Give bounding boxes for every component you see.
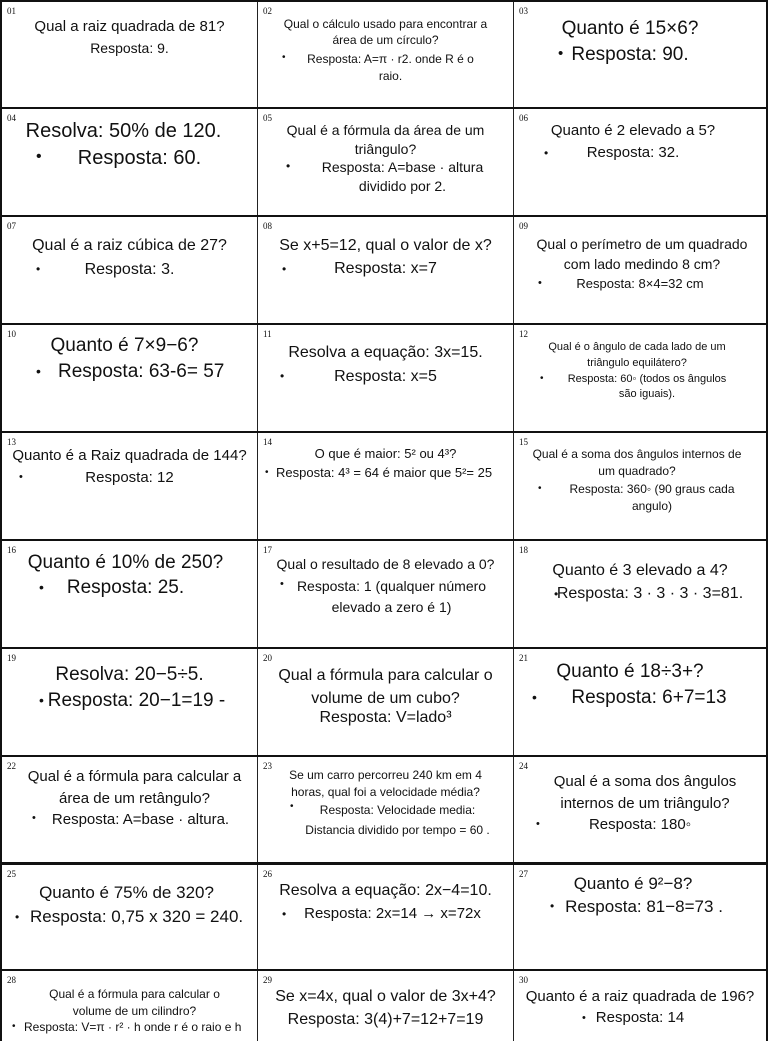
card-row xyxy=(0,862,768,972)
card-row xyxy=(0,969,768,1041)
card-question: Se x+5=12, qual o valor de x? xyxy=(279,237,492,254)
card-question: Qual é a raiz cúbica de 27? xyxy=(32,237,227,254)
card-number: 22 xyxy=(7,761,16,771)
card-question: Quanto é 75% de 320? xyxy=(39,883,214,902)
card-answer: Resposta: V=π · r² · h onde r é o raio e h xyxy=(24,1020,242,1034)
card-question: Qual é a soma dos ângulos internos de um triângulo? xyxy=(553,773,737,812)
card-answer: Resposta: 0,75 x 320 = 240. xyxy=(30,907,244,926)
card-question: Quanto é 10% de 250? xyxy=(27,552,224,573)
bullet-icon xyxy=(265,467,269,478)
card-answer: Resposta: 3. xyxy=(84,261,175,278)
card-number: 26 xyxy=(263,869,272,879)
card-10 xyxy=(0,325,257,433)
card-question: Quanto é 3 elevado a 4? xyxy=(552,562,728,579)
card-16 xyxy=(0,541,257,649)
card-question: Qual é a fórmula para calcular a área de um retângulo? xyxy=(27,768,242,807)
card-number: 20 xyxy=(263,653,272,663)
card-answer: Resposta: A=π · r2. onde R é o raio. xyxy=(307,52,474,83)
card-question: Qual o cálculo usado para encontrar a área de um círculo? xyxy=(283,17,488,47)
card-answer: Resposta: A=base · altura. xyxy=(51,811,230,828)
card-answer: Resposta: 63-6= 57 xyxy=(58,361,225,382)
card-23 xyxy=(257,757,513,864)
card-answer: Resposta: A=base · altura dividido por 2. xyxy=(321,159,484,194)
card-25 xyxy=(0,865,257,972)
card-answer: Resposta: V=lado³ xyxy=(319,709,452,726)
card-answer: Resposta: 3 · 3 · 3 · 3=81. xyxy=(556,585,744,602)
card-answer: Resposta: 8×4=32 cm xyxy=(576,276,704,291)
card-09 xyxy=(513,217,768,325)
bullet-icon xyxy=(286,159,290,173)
card-answer: Resposta: 6+7=13 xyxy=(571,687,727,708)
card-number: 14 xyxy=(263,437,272,447)
card-18 xyxy=(513,541,768,649)
card-11 xyxy=(257,325,513,433)
card-number: 09 xyxy=(519,221,528,231)
card-question: Se x=4x, qual o valor de 3x+4? xyxy=(275,988,496,1005)
card-22 xyxy=(0,757,257,864)
card-01 xyxy=(0,2,257,109)
card-answer: Resposta: x=5 xyxy=(334,368,437,385)
card-row xyxy=(0,215,768,325)
card-number: 13 xyxy=(7,437,16,447)
card-number: 29 xyxy=(263,975,272,985)
card-number: 11 xyxy=(263,329,272,339)
card-number: 05 xyxy=(263,113,272,123)
card-12 xyxy=(513,325,768,433)
card-answer: Resposta: 14 xyxy=(595,1009,685,1026)
card-number: 18 xyxy=(519,545,528,555)
card-answer: Resposta: 25. xyxy=(66,577,185,598)
card-question: Resolva a equação: 2x−4=10. xyxy=(279,882,492,899)
card-row xyxy=(0,539,768,649)
card-13 xyxy=(0,433,257,541)
card-29 xyxy=(257,971,513,1041)
card-number: 27 xyxy=(519,869,528,879)
card-question: Quanto é a raiz quadrada de 196? xyxy=(525,988,755,1005)
card-number: 30 xyxy=(519,975,528,985)
bullet-icon xyxy=(12,1021,16,1032)
card-04 xyxy=(0,109,257,217)
card-number: 24 xyxy=(519,761,528,771)
card-question: Resolva: 50% de 120. xyxy=(25,120,222,142)
card-question: Resolva: 20−5÷5. xyxy=(55,664,204,685)
bullet-icon xyxy=(290,801,294,812)
card-question: O que é maior: 5² ou 4³? xyxy=(314,446,457,461)
card-number: 28 xyxy=(7,975,16,985)
card-question: Qual é a soma dos ângulos internos de um quadrado? xyxy=(532,447,742,478)
card-answer: Resposta: 60◦ (todos os ângulos são iguais). xyxy=(567,373,727,400)
card-question: Quanto é a Raiz quadrada de 144? xyxy=(12,447,247,464)
card-15 xyxy=(513,433,768,541)
card-row xyxy=(0,431,768,541)
card-question: Qual a raiz quadrada de 81? xyxy=(34,18,225,35)
card-answer: Resposta: 3(4)+7=12+7=19 xyxy=(287,1011,484,1028)
card-question: Qual o resultado de 8 elevado a 0? xyxy=(276,556,495,572)
card-answer: Resposta: 81−8=73 . xyxy=(565,897,723,916)
card-number: 17 xyxy=(263,545,272,555)
bullet-icon xyxy=(280,578,284,590)
card-row xyxy=(0,755,768,864)
card-14 xyxy=(257,433,513,541)
card-08 xyxy=(257,217,513,325)
card-05 xyxy=(257,109,513,217)
bullet-icon xyxy=(538,483,542,494)
card-number: 10 xyxy=(7,329,16,339)
card-question: Quanto é 15×6? xyxy=(561,18,699,39)
card-number: 16 xyxy=(7,545,16,555)
card-question: Resolva a equação: 3x=15. xyxy=(288,344,483,361)
card-answer: Resposta: 12 xyxy=(85,469,174,486)
card-30 xyxy=(513,971,768,1041)
card-row xyxy=(0,647,768,757)
card-answer: Resposta: 9. xyxy=(90,40,169,56)
card-question: Qual o perímetro de um quadrado com lado medindo 8 cm? xyxy=(536,236,748,272)
card-question: Quanto é 18÷3+? xyxy=(556,661,704,682)
card-question: Qual é a fórmula da área de um triângulo? xyxy=(286,122,485,157)
card-number: 15 xyxy=(519,437,528,447)
card-07 xyxy=(0,217,257,325)
card-number: 02 xyxy=(263,6,272,16)
bullet-icon xyxy=(540,373,544,384)
card-28 xyxy=(0,971,257,1041)
card-number: 19 xyxy=(7,653,16,663)
card-number: 03 xyxy=(519,6,528,16)
card-answer: Resposta: x=7 xyxy=(334,260,437,277)
bullet-icon xyxy=(15,910,19,924)
card-06 xyxy=(513,109,768,217)
card-number: 04 xyxy=(7,113,16,123)
card-number: 07 xyxy=(7,221,16,231)
card-question: Qual é o ângulo de cada lado de um triângulo equilátero? xyxy=(548,341,726,369)
card-question: Qual é a fórmula para calcular o volume de um cilindro? xyxy=(49,987,220,1018)
card-03 xyxy=(513,2,768,109)
bullet-icon xyxy=(282,52,286,63)
card-number: 12 xyxy=(519,329,528,339)
card-answer: Resposta: 180◦ xyxy=(588,816,692,833)
card-21 xyxy=(513,649,768,757)
card-number: 25 xyxy=(7,869,16,879)
card-answer: Resposta: 4³ = 64 é maior que 5²= 25 xyxy=(276,465,493,480)
card-24 xyxy=(513,757,768,864)
card-row xyxy=(0,0,768,109)
card-answer: Resposta: 32. xyxy=(586,144,680,161)
card-26 xyxy=(257,865,513,972)
card-number: 21 xyxy=(519,653,528,663)
card-number: 08 xyxy=(263,221,272,231)
card-question: Qual a fórmula para calcular o volume de um cubo? xyxy=(278,667,493,707)
card-answer: Resposta: 20−1=19 - xyxy=(47,690,226,711)
card-question: Quanto é 7×9−6? xyxy=(50,335,199,356)
card-20 xyxy=(257,649,513,757)
card-02 xyxy=(257,2,513,109)
card-row xyxy=(0,323,768,433)
card-number: 01 xyxy=(7,6,16,16)
card-answer: Resposta: 60. xyxy=(77,147,202,169)
card-answer: Resposta: 1 (qualquer número elevado a zero é 1) xyxy=(296,578,487,615)
card-27 xyxy=(513,865,768,972)
card-question: Quanto é 9²−8? xyxy=(573,874,693,893)
card-number: 06 xyxy=(519,113,528,123)
card-answer: Resposta: Velocidade media: Distancia dividido por tempo = 60 . xyxy=(305,803,490,837)
card-answer: Resposta: 2x=14 → x=72x xyxy=(304,905,481,922)
card-number: 23 xyxy=(263,761,272,771)
card-answer: Resposta: 90. xyxy=(571,44,689,65)
card-question: Se um carro percorreu 240 km em 4 horas, qual foi a velocidade média? xyxy=(289,768,482,799)
card-answer: Resposta: 360◦ (90 graus cada angulo) xyxy=(569,482,735,513)
card-row xyxy=(0,107,768,217)
card-17 xyxy=(257,541,513,649)
card-question: Quanto é 2 elevado a 5? xyxy=(550,122,716,139)
card-19 xyxy=(0,649,257,757)
